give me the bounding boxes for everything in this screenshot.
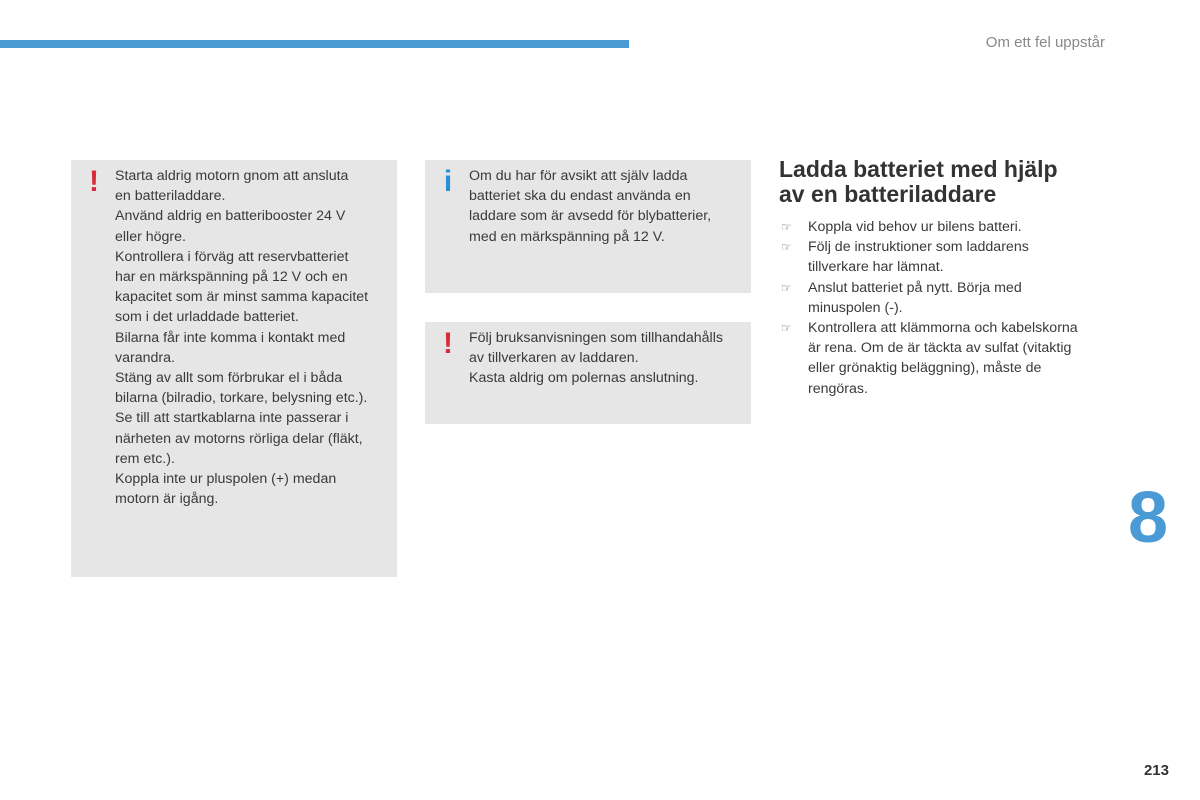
warning-text bbox=[469, 328, 745, 389]
pointing-hand-icon: ☞ bbox=[781, 321, 792, 336]
text-line: har en märkspänning på 12 V och en bbox=[115, 269, 348, 286]
list-item bbox=[781, 318, 1078, 399]
info-icon: i bbox=[443, 165, 453, 198]
list-item-text: Kontrollera att klämmorna och kabelskorna bbox=[808, 320, 1078, 337]
text-line: Om du har för avsikt att själv ladda bbox=[469, 168, 688, 184]
warning-icon: ! bbox=[89, 165, 99, 198]
text-line: Se till att startkablarna inte passerar i bbox=[115, 410, 349, 427]
text-line: Koppla inte ur pluspolen (+) medan bbox=[115, 471, 337, 488]
text-line: Kontrollera i förväg att reservbatteriet bbox=[115, 248, 349, 265]
warning-box-startup bbox=[71, 160, 397, 577]
list-item-text: Följ de instruktioner som laddarens bbox=[808, 239, 1029, 256]
list-item-text: Anslut batteriet på nytt. Börja med bbox=[808, 279, 1022, 296]
text-line: Kasta aldrig om polernas anslutning. bbox=[469, 370, 699, 387]
instruction-list bbox=[781, 217, 1078, 399]
text-line: Följ bruksanvisningen som tillhandahålls bbox=[469, 330, 723, 346]
top-accent-bar bbox=[0, 40, 629, 48]
list-item-text: eller grönaktig beläggning), måste de bbox=[808, 360, 1042, 377]
text-line: kapacitet som är minst samma kapacitet bbox=[115, 289, 369, 306]
info-text bbox=[469, 166, 745, 247]
text-line: en batteriladdare. bbox=[115, 188, 226, 205]
pointing-hand-icon: ☞ bbox=[781, 280, 792, 295]
warning-box-instructions bbox=[425, 322, 751, 424]
pointing-hand-icon: ☞ bbox=[781, 240, 792, 255]
list-item bbox=[781, 217, 1078, 237]
info-box-charger bbox=[425, 160, 751, 293]
warning-text bbox=[115, 166, 391, 509]
list-item-text: Koppla vid behov ur bilens batteri. bbox=[808, 219, 1022, 235]
list-item-text: är rena. Om de är täckta av sulfat (vitaktig bbox=[808, 340, 1072, 357]
text-line: eller högre. bbox=[115, 228, 186, 245]
chapter-number: 8 bbox=[1128, 478, 1169, 558]
text-line: bilarna (bilradio, torkare, belysning etc.). bbox=[115, 390, 368, 407]
text-line: Använd aldrig en batteribooster 24 V bbox=[115, 208, 346, 225]
heading-line: av en batteriladdare bbox=[779, 181, 997, 207]
text-line: motorn är igång. bbox=[115, 491, 219, 508]
list-item bbox=[781, 237, 1078, 277]
text-line: Bilarna får inte komma i kontakt med bbox=[115, 329, 346, 346]
text-line: laddare som är avsedd för blybatterier, bbox=[469, 208, 712, 225]
list-item-text: rengöras. bbox=[808, 380, 868, 397]
pointing-hand-icon: ☞ bbox=[781, 220, 792, 234]
text-line: som i det urladdade batteriet. bbox=[115, 309, 299, 326]
warning-icon: ! bbox=[443, 327, 453, 360]
text-line: av tillverkaren av laddaren. bbox=[469, 350, 639, 367]
text-line: varandra. bbox=[115, 349, 175, 366]
text-line: med en märkspänning på 12 V. bbox=[469, 228, 665, 245]
list-item-text: minuspolen (-). bbox=[808, 299, 903, 316]
text-line: Stäng av allt som förbrukar el i båda bbox=[115, 370, 343, 387]
text-line: närheten av motorns rörliga delar (fläkt, bbox=[115, 430, 363, 447]
section-heading bbox=[779, 157, 1058, 207]
text-line: rem etc.). bbox=[115, 450, 175, 467]
text-line: batteriet ska du endast använda en bbox=[469, 188, 691, 205]
section-title: Om ett fel uppstår bbox=[985, 34, 1105, 51]
text-line: Starta aldrig motorn gnom att ansluta bbox=[115, 168, 349, 184]
heading-line: Ladda batteriet med hjälp bbox=[779, 156, 1058, 182]
list-item-text: tillverkare har lämnat. bbox=[808, 259, 944, 276]
list-item bbox=[781, 278, 1078, 318]
page-number: 213 bbox=[1143, 762, 1169, 779]
